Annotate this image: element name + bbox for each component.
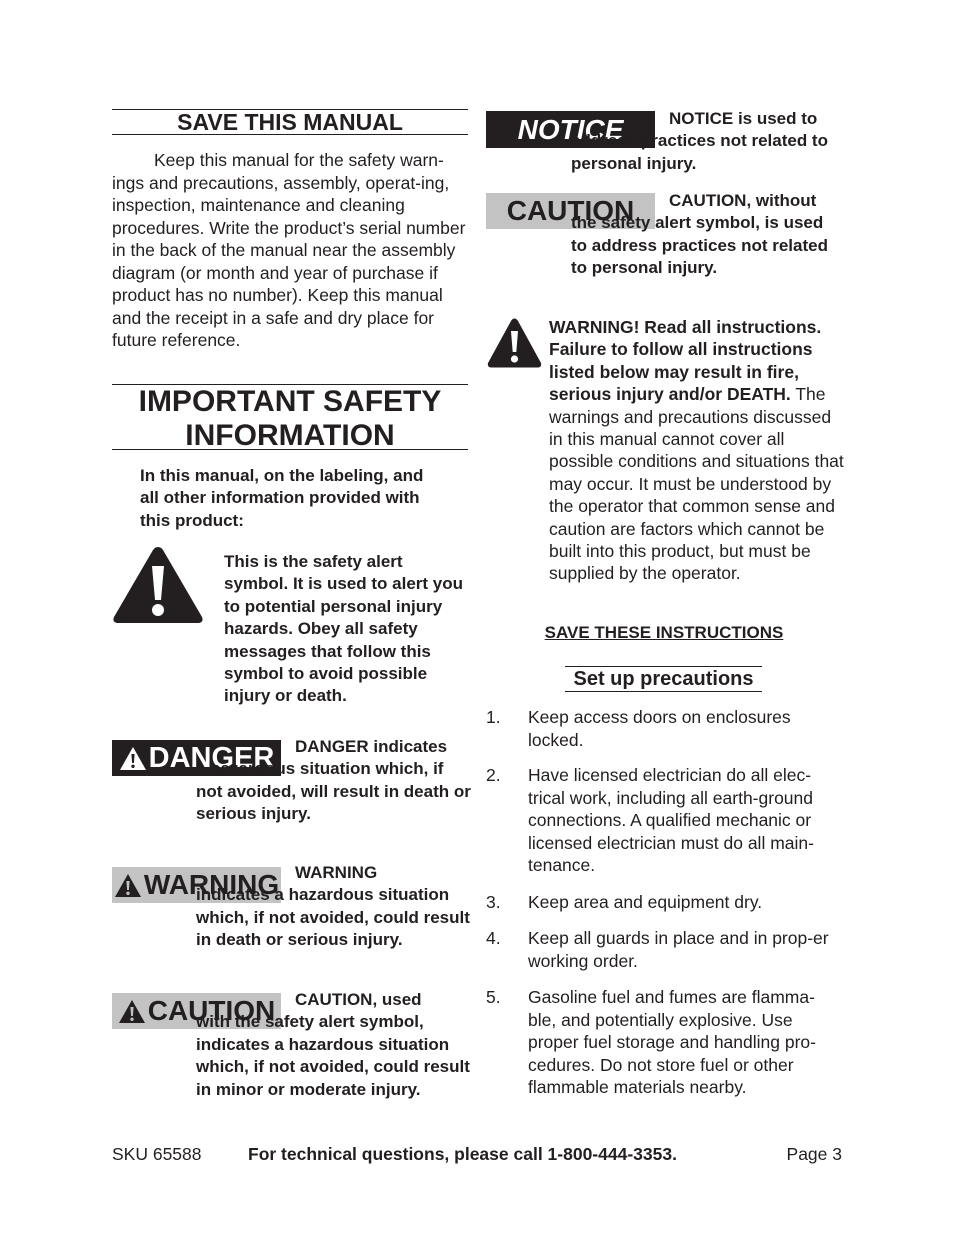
list-item-text: Have licensed electrician do all elec-trical work, including all earth-ground connections. A qualified mechanic or licensed electrician must do all main-tenance.: [528, 765, 814, 875]
caution-desc-rest: with the safety alert symbol, indicates a hazardous situation which, if not avoided, could result in minor or moderate injury.: [196, 1012, 470, 1099]
save-manual-heading: SAVE THIS MANUAL: [112, 109, 468, 135]
warning-bold-text: WARNING! Read all instructions. Failure to follow all instructions listed below may result in fire, serious injury and/or DEATH.: [549, 317, 822, 405]
warning-triangle-icon: [118, 999, 146, 1024]
footer-sku: SKU 65588: [112, 1144, 202, 1164]
warning-triangle-icon: [114, 873, 142, 898]
alert-symbol-description: This is the safety alert symbol. It is used to alert you to potential personal injury hazards. Obey all safety messages that follow this symbol to avoid possible injury or death.: [224, 552, 463, 706]
notice-label-text: NOTICE: [517, 113, 624, 145]
warning-triangle-icon: [486, 317, 543, 369]
danger-label-text: DANGER: [148, 741, 275, 774]
list-item: [486, 764, 842, 877]
list-item-number: 5.: [486, 987, 501, 1007]
safety-heading-line1: IMPORTANT SAFETY: [138, 385, 442, 418]
notice-desc-rest: address practices not related to personal injury.: [571, 131, 828, 173]
list-item-number: 4.: [486, 928, 501, 948]
list-item-text: Keep area and equipment dry.: [528, 892, 763, 912]
list-item-number: 1.: [486, 707, 501, 727]
warning-desc-rest: indicates a hazardous situation which, if not avoided, could result in death or serious injury.: [196, 885, 470, 950]
list-item: [486, 891, 842, 914]
list-item-text: Gasoline fuel and fumes are flamma-ble, and potentially explosive. Use proper fuel storage and handling pro-cedures. Do not store fuel or other flammable materials nearby.: [528, 987, 816, 1097]
save-manual-paragraph: Keep this manual for the safety warn-ings and precautions, assembly, operat-ing, inspection, maintenance and cleaning procedures. Write the product’s serial number in the back of the manual near the assembly diagram (or month and year of purchase if product has no number). Keep this manual and the receipt in a safe and dry place for future reference.: [112, 150, 466, 350]
caution-description: [196, 989, 471, 1101]
caution-no-symbol-desc-rest: the safety alert symbol, is used to address practices not related to personal injury.: [571, 213, 828, 278]
safety-heading-line2: INFORMATION: [185, 419, 395, 452]
setup-precautions-heading: Set up precautions: [565, 666, 762, 692]
caution-no-symbol-description: [571, 190, 841, 280]
list-item: [486, 986, 842, 1099]
list-item: [486, 706, 842, 751]
safety-alert-symbol-icon: [111, 544, 205, 626]
safety-intro: In this manual, on the labeling, and all other information provided with this product:: [140, 466, 424, 530]
list-item: [486, 927, 842, 972]
list-item-number: 2.: [486, 765, 501, 785]
warning-description: [196, 862, 471, 952]
danger-description: [196, 736, 471, 826]
footer-page-number: Page 3: [786, 1144, 842, 1164]
danger-desc-rest: a hazardous situation which, if not avoided, will result in death or serious injury.: [196, 759, 471, 824]
warning-triangle-icon: [119, 746, 147, 771]
caution-desc-first: CAUTION, used: [295, 990, 422, 1009]
danger-desc-first: DANGER indicates: [295, 737, 448, 756]
list-item-text: Keep access doors on enclosures locked.: [528, 707, 791, 750]
safety-info-heading: [112, 384, 468, 450]
footer-tech-help: For technical questions, please call 1-800-444-3353.: [248, 1144, 677, 1164]
warning-normal-text: The warnings and precautions discussed in this manual cannot cover all possible conditions and situations that may occur. It must be understood by the operator that common sense and caution are factors which cannot be built into this product, but must be supplied by the operator.: [549, 384, 844, 584]
warning-read-instructions: [549, 316, 849, 585]
list-item-text: Keep all guards in place and in prop-er working order.: [528, 928, 829, 971]
caution-label-text: CAUTION: [147, 995, 276, 1026]
caution-no-symbol-label-text: CAUTION: [506, 195, 635, 226]
warning-label-text: WARNING: [143, 869, 280, 900]
caution-no-symbol-desc-first: CAUTION, without: [669, 191, 817, 210]
warning-desc-first: WARNING: [295, 863, 378, 882]
notice-description: [571, 108, 841, 175]
list-item-number: 3.: [486, 892, 501, 912]
notice-desc-first: NOTICE is used to: [669, 109, 818, 128]
save-instructions-heading: SAVE THESE INSTRUCTIONS: [544, 623, 784, 642]
